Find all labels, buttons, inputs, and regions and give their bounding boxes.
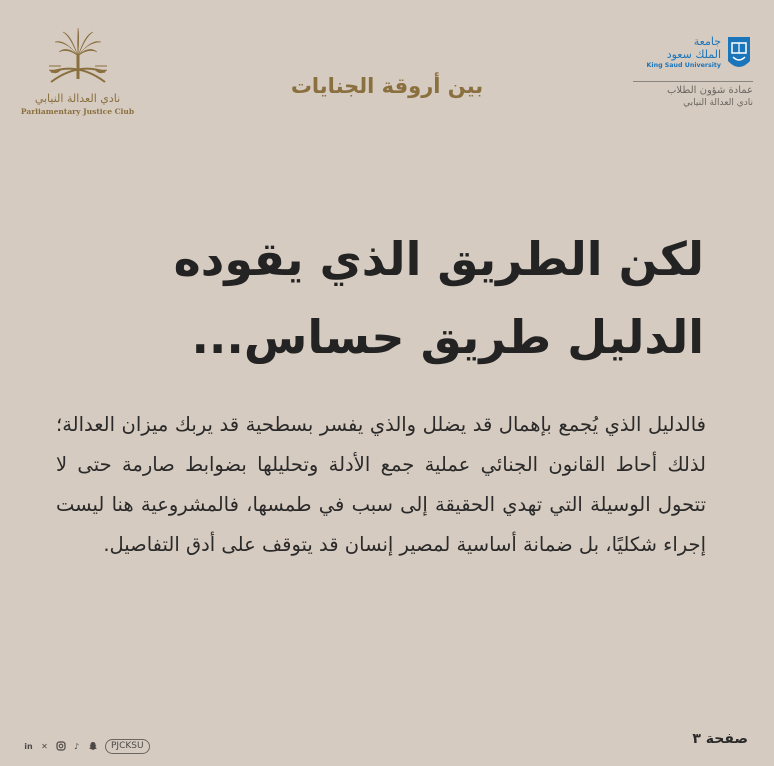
club-english-name: Parliamentary Justice Club (20, 107, 135, 116)
headline-line-1: لكن الطريق الذي يقوده (173, 232, 704, 286)
king-saud-university-logo (631, 33, 755, 79)
logo-divider (633, 81, 753, 82)
page-number: صفحة ٣ (692, 731, 748, 747)
student-affairs-department: عمادة شؤون الطلاب (667, 85, 753, 96)
snapchat-icon[interactable] (86, 740, 99, 753)
section-title: بين أروقة الجنايات (290, 74, 484, 98)
university-arabic-line2: الملك سعود (666, 48, 721, 61)
body-paragraph: فالدليل الذي يُجمع بإهمال قد يضلل والذي يفسر بسطحية قد يربك ميزان العدالة؛ لذلك أحاط القانون الجنائي عملية جمع الأدلة وتحليلها بضوابط صارمة حتى لا تتحول الوسيلة التي تهدي الحقيقة إلى سبب في طمسها، فالمشروعية هنا ليست إجراء شكليًا، بل ضمانة أساسية لمصير إنسان قد يتوقف على أدق التفاصيل. (56, 413, 706, 556)
social-handle[interactable]: PJCKSU (105, 739, 150, 754)
ksu-emblem-icon (726, 35, 752, 75)
university-english-name: King Saud University (646, 62, 721, 69)
tiktok-icon[interactable]: ♪ (73, 741, 80, 751)
university-arabic-line1: جامعة (693, 35, 721, 48)
headline-line-2: الدليل طريق حساس... (191, 310, 704, 364)
social-links (22, 738, 150, 754)
linkedin-icon[interactable]: in (24, 741, 33, 751)
x-icon[interactable]: ✕ (41, 741, 48, 751)
headline (44, 220, 704, 376)
club-name-subtitle: نادي العدالة النيابي (683, 98, 753, 108)
instagram-icon[interactable] (54, 740, 67, 753)
club-arabic-name: نادي العدالة النيابي (34, 92, 121, 105)
